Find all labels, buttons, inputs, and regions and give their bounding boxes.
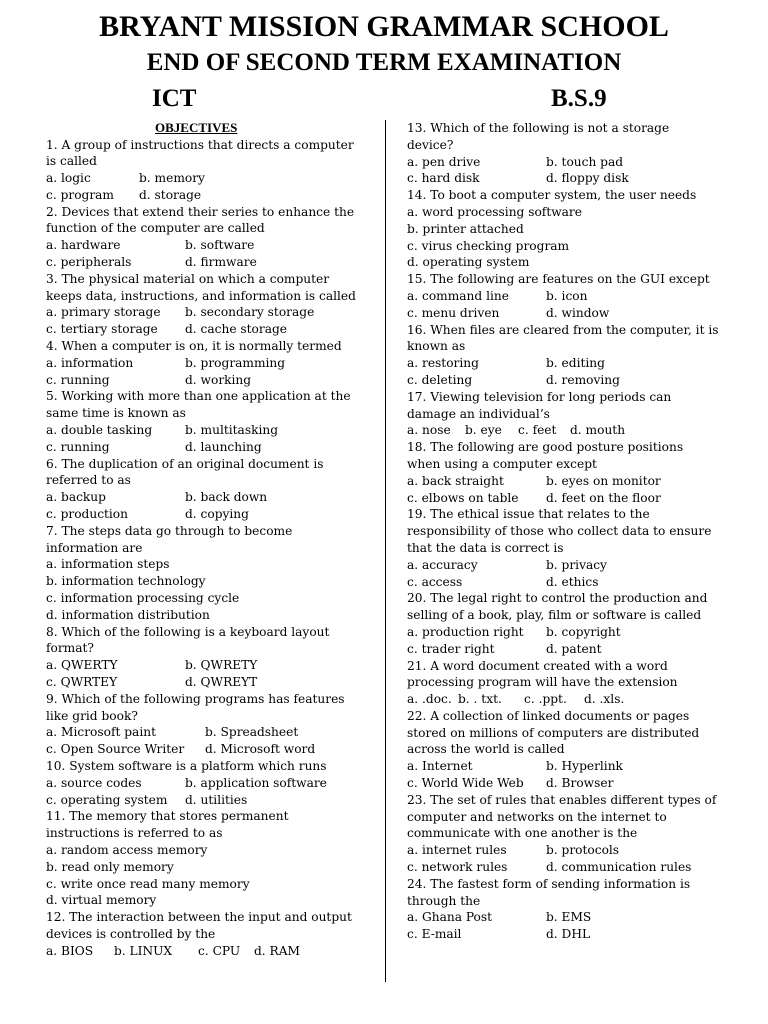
option-item: c. QWRTEY [46,675,118,689]
question-text: 15. The following are features on the GUI except [407,272,710,287]
question-line: information are [46,540,143,555]
question-line: devices is controlled by the [46,926,216,941]
question-text: 5. Working with more than one application at the [46,389,351,404]
question-line: a. information steps [46,557,170,572]
option-item: a. .doc. [407,692,452,707]
option-item: b. icon [546,288,588,303]
option-item: d. removing [546,372,620,387]
option-item: c. World Wide Web [407,776,524,791]
question-line: communicate with one another is the [407,826,638,841]
question-line: c. information processing cycle [46,591,240,606]
option-item: d. firmware [185,255,257,270]
option-item: a. double tasking [46,423,153,438]
option-item: a. command line [407,288,509,303]
option-item: d. QWREYT [185,675,258,689]
question-line: is called [46,154,97,169]
option-row [407,305,747,322]
question-text: 12. The interaction between the input and output [46,910,352,925]
right-question-column [407,120,747,943]
option-item: a. restoring [407,356,479,371]
question-line: computer and networks on the internet to [407,809,667,824]
option-item: a. BIOS [46,943,94,958]
option-item: d. patent [546,641,602,656]
option-item: b. software [185,238,255,253]
option-item: b. touch pad [546,154,624,169]
option-row [407,372,747,389]
option-row [407,859,747,876]
option-row [46,237,380,254]
option-item: c. CPU [198,943,241,958]
option-row [407,641,747,658]
option-row [46,943,380,960]
option-item: d. RAM [254,943,301,958]
option-item: b. Hyperlink [546,759,623,774]
question-text: 18. The following are good posture positions [407,440,684,455]
question-text: 14. To boot a computer system, the user needs [407,188,697,203]
option-row [407,154,747,171]
option-row [407,909,747,926]
option-row [407,288,747,305]
question-line: that the data is correct is [407,540,564,555]
option-item: b. programming [185,355,286,370]
question-text: 2. Devices that extend their series to enhance the [46,204,355,219]
option-item: c. tertiary storage [46,322,158,337]
option-item: c. access [407,574,463,589]
question-line: across the world is called [407,742,565,757]
option-item: b. secondary storage [185,305,315,320]
option-item: d. .xls. [584,692,625,707]
option-row [46,254,380,271]
question-line: c. write once read many memory [46,876,250,891]
question-text: 23. The set of rules that enables different types of [407,792,717,807]
option-item: d. DHL [546,927,591,942]
question-text: 17. Viewing television for long periods can [407,389,672,404]
option-item: c. program [46,187,114,202]
class-label: B.S.9 [551,85,607,112]
option-item: b. application software [185,775,327,790]
question-line: through the [407,893,481,908]
option-item: a. Internet [407,759,473,774]
option-item: d. feet on the floor [546,490,661,505]
option-row [407,574,747,591]
question-line: b. printer attached [407,221,524,236]
option-row [407,926,747,943]
option-row [407,691,747,708]
question-line: b. read only memory [46,859,174,874]
option-item: b. QWRETY [185,658,258,673]
option-item: d. copying [185,507,249,522]
question-text: 6. The duplication of an original document is [46,456,324,471]
question-text: 20. The legal right to control the production and [407,591,708,606]
option-item: c. running [46,439,110,454]
question-line: d. virtual memory [46,893,157,908]
school-name: BRYANT MISSION GRAMMAR SCHOOL [99,10,669,43]
option-item: b. eyes on monitor [546,473,661,488]
question-line: referred to as [46,473,131,488]
option-item: a. production right [407,624,524,639]
option-item: a. accuracy [407,557,478,572]
option-row [46,792,380,809]
option-row [46,355,380,372]
question-line: responsibility of those who collect data to ensure [407,524,712,539]
option-row [46,657,380,674]
option-item: c. E-mail [407,927,462,942]
option-item: a. QWERTY [46,658,118,673]
option-row [407,490,747,507]
question-text: 19. The ethical issue that relates to the [407,507,650,522]
question-line: a. word processing software [407,204,582,219]
question-line: d. information distribution [46,607,210,622]
option-item: c. network rules [407,860,508,875]
option-item: a. Ghana Post [407,910,493,925]
question-line: stored on millions of computers are distributed [407,725,700,740]
option-item: a. nose [407,423,451,438]
option-item: a. source codes [46,775,142,790]
option-row [46,187,380,204]
option-row [46,304,380,321]
question-line: a. random access memory [46,842,208,857]
option-item: b. Spreadsheet [205,725,299,740]
question-text: 10. System software is a platform which runs [46,758,327,773]
option-row [407,473,747,490]
option-item: d. Browser [546,776,614,791]
option-item: b. editing [546,356,605,371]
option-item: b. memory [139,171,205,186]
option-item: d. working [185,372,252,387]
question-line: when using a computer except [407,456,597,471]
option-item: b. back down [185,490,268,505]
question-text: 1. A group of instructions that directs a computer [46,137,354,152]
option-item: a. hardware [46,238,121,253]
section-heading: OBJECTIVES [155,120,238,135]
question-line: processing program will have the extension [407,675,678,690]
option-item: c. production [46,507,128,522]
option-item: b. protocols [546,843,620,858]
question-text: 22. A collection of linked documents or pages [407,708,690,723]
option-row [46,489,380,506]
option-row [407,758,747,775]
option-row [46,775,380,792]
option-row [407,557,747,574]
option-item: b. privacy [546,557,607,572]
option-item: c. menu driven [407,305,500,320]
question-text: 16. When files are cleared from the computer, it is [407,322,719,337]
question-line: known as [407,339,466,354]
option-row [46,439,380,456]
question-line: instructions is referred to as [46,826,223,841]
option-row [46,724,380,741]
question-text: 21. A word document created with a word [407,658,668,673]
option-row [407,842,747,859]
option-item: d. window [546,305,610,320]
question-line: d. operating system [407,255,530,270]
option-item: c. deleting [407,372,473,387]
question-text: 9. Which of the following programs has features [46,691,345,706]
option-row [46,674,380,691]
option-item: a. Microsoft paint [46,725,156,740]
option-item: d. storage [139,187,202,202]
option-item: c. Open Source Writer [46,742,185,757]
option-item: d. cache storage [185,322,287,337]
subject-label: ICT [152,85,197,112]
question-text: 13. Which of the following is not a storage [407,121,670,135]
option-item: a. pen drive [407,154,481,169]
option-item: a. back straight [407,473,504,488]
option-row [407,624,747,641]
option-item: c. running [46,372,110,387]
question-text: 3. The physical material on which a computer [46,271,330,286]
option-item: c. trader right [407,641,495,656]
question-line: damage an individual’s [407,406,550,421]
option-row [407,170,747,187]
question-line: device? [407,137,454,152]
option-row [46,321,380,338]
option-item: d. communication rules [546,860,692,875]
option-row [46,422,380,439]
option-row [407,355,747,372]
option-item: b. LINUX [114,943,173,958]
question-line: keeps data, instructions, and information is called [46,288,356,303]
option-item: d. floppy disk [546,171,629,186]
option-item: d. launching [185,439,262,454]
option-row [407,422,747,439]
option-row [407,775,747,792]
option-item: d. Microsoft word [205,742,316,757]
option-item: a. internet rules [407,843,507,858]
question-line: c. virus checking program [407,238,570,253]
option-item: b. eye [465,423,502,438]
option-item: c. hard disk [407,171,480,186]
question-line: selling of a book, play, film or software is called [407,608,702,623]
option-item: a. backup [46,490,106,505]
option-row [46,741,380,758]
option-item: c. .ppt. [524,692,567,707]
question-text: 4. When a computer is on, it is normally termed [46,339,342,354]
option-item: a. information [46,355,134,370]
option-item: b. EMS [546,910,592,925]
question-text: 7. The steps data go through to become [46,523,293,538]
question-text: 8. Which of the following is a keyboard layout [46,624,330,639]
question-text: 24. The fastest form of sending information is [407,876,691,891]
left-question-column [46,137,380,960]
option-item: a. primary storage [46,305,161,320]
option-row [46,372,380,389]
option-item: c. elbows on table [407,490,519,505]
option-item: b. . txt. [458,692,502,707]
option-row [46,506,380,523]
question-text: 11. The memory that stores permanent [46,809,289,824]
question-line: b. information technology [46,574,206,589]
option-item: c. peripherals [46,255,132,270]
question-line: format? [46,641,94,656]
option-item: c. operating system [46,792,168,807]
question-line: same time is known as [46,406,186,421]
question-line: like grid book? [46,708,138,723]
option-item: d. ethics [546,574,599,589]
option-item: d. utilities [185,792,248,807]
exam-title: END OF SECOND TERM EXAMINATION [146,49,622,76]
option-row [46,170,380,187]
option-item: d. mouth [570,423,626,438]
question-line: function of the computer are called [46,221,265,236]
option-item: a. logic [46,171,91,186]
column-divider [385,120,386,982]
option-item: b. multitasking [185,423,279,438]
option-item: b. copyright [546,624,621,639]
option-item: c. feet [518,423,557,438]
